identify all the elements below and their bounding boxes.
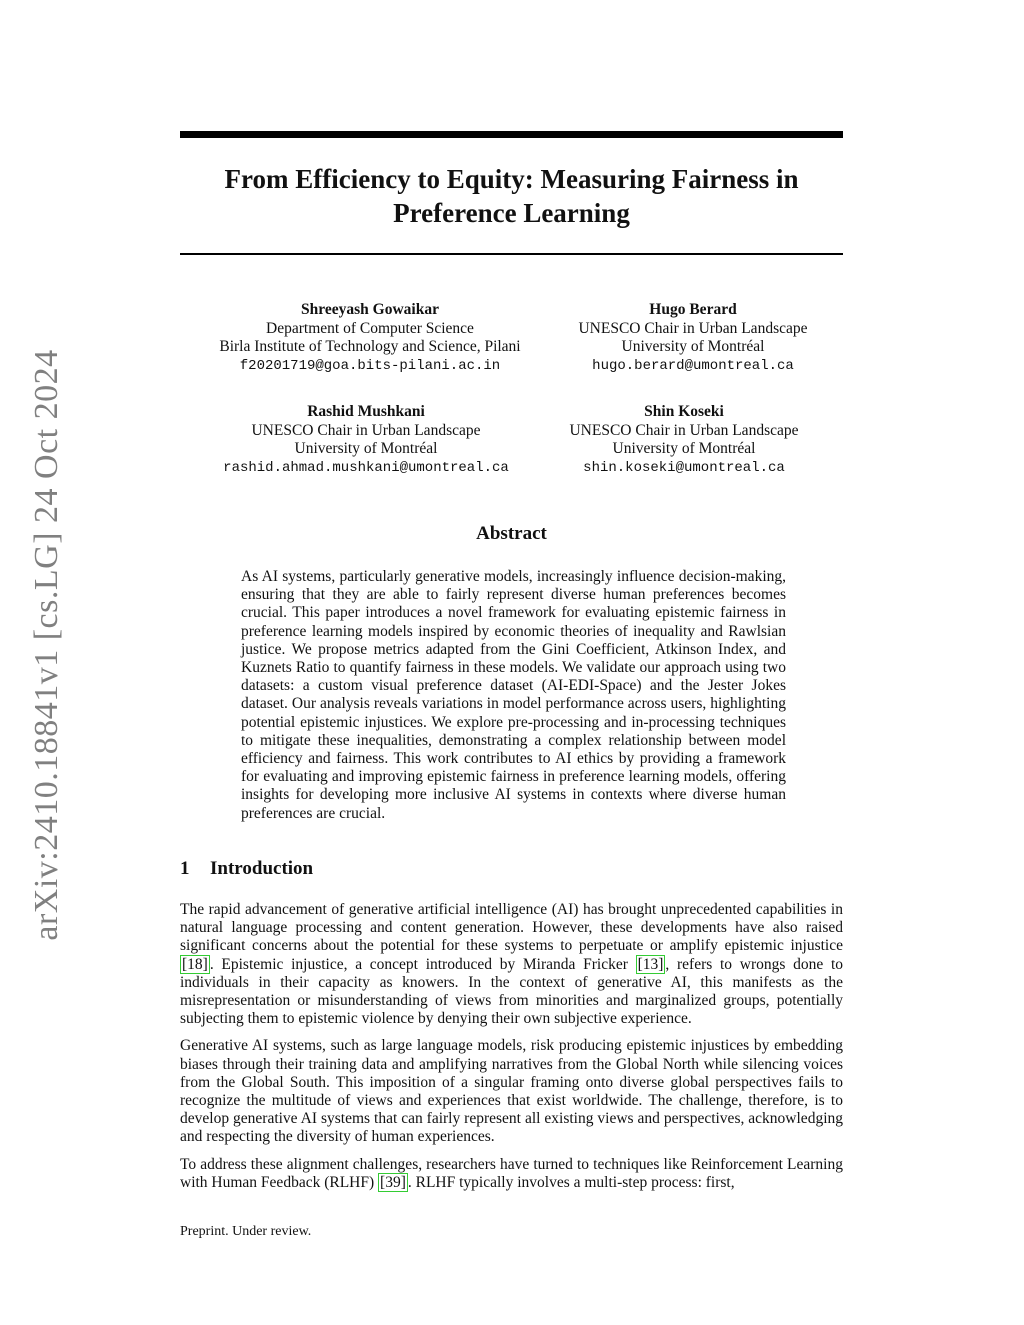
citation-link[interactable]: [13] (637, 955, 664, 973)
paragraph (180, 901, 843, 1028)
paper-title: From Efficiency to Equity: Measuring Fairness in Preference Learning (224, 164, 799, 228)
author-block (513, 301, 873, 375)
citation-link[interactable]: [39] (380, 1173, 406, 1191)
section-title: Introduction (210, 858, 314, 879)
title-rule-bottom (180, 253, 843, 255)
author-block (504, 403, 864, 477)
author-email[interactable]: f20201719@goa.bits-pilani.ac.in (239, 357, 501, 374)
body-text (180, 901, 843, 1201)
author-affiliation: Department of Computer Science (266, 319, 474, 337)
title-rule-top (180, 131, 843, 138)
author-email[interactable]: rashid.ahmad.mushkani@umontreal.ca (223, 459, 509, 476)
author-name: Shin Koseki (644, 403, 724, 420)
abstract-text: As AI systems, particularly generative models, increasingly influence decision-making, ensuring that they are able to fairly represent diverse human preferences becomes crucial. This paper introduces a novel framework for evaluating epistemic fairness in preference learning models inspired by economic theories of inequality and Rawlsian justice. We propose metrics adapted from the Gini Coefficient, Atkinson Index, and Kuznets Ratio to quantify fairness in these models. We validate our approach using two datasets: a custom visual preference dataset (AI-EDI-Space) and the Jester Jokes dataset. Our analysis reveals variations in model performance across users, highlighting potential epistemic injustices. We explore pre-processing and in-processing techniques to mitigate these inequalities, demonstrating a complex relationship between model efficiency and fairness. This work contributes to AI ethics by providing a framework for evaluating and improving epistemic fairness in preference learning models, offering insights for developing more inclusive AI systems in contexts where diverse human preferences are crucial. (241, 568, 786, 822)
text-run: To address these alignment challenges, researchers have turned to techniques like Reinforcement Learning with Human Feedback (RLHF) (180, 1155, 843, 1191)
paragraph: Generative AI systems, such as large language models, risk producing epistemic injustices by embedding biases through their training data and amplifying narratives from the Global North while silencing voices from the Global South. This imposition of a singular framing onto diverse global perspectives fails to recognize the multitude of views and experiences that exist worldwide. The challenge, therefore, is to develop generative AI systems that can fairly represent all existing views and perspectives, acknowledging and respecting the diversity of human experiences. (180, 1037, 843, 1146)
abstract-heading: Abstract (476, 523, 547, 544)
author-affiliation: UNESCO Chair in Urban Landscape (251, 421, 481, 439)
text-run: . Epistemic injustice, a concept introduced by Miranda Fricker (209, 955, 636, 973)
author-email[interactable]: hugo.berard@umontreal.ca (592, 357, 794, 374)
author-name: Shreeyash Gowaikar (301, 301, 439, 318)
section-heading (180, 858, 313, 880)
author-affiliation: University of Montréal (612, 440, 756, 457)
author-block (186, 403, 546, 477)
text-run: . RLHF typically involves a multi-step process: first, (407, 1173, 735, 1191)
text-run: , refers to wrongs done to individuals in their capacity as knowers. In the context of generative AI, this manifests as the misrepresentation or misunderstanding of views from minorities and marginalized groups, potentially subjecting them to epistemic violence by denying their own subjective experience. (180, 955, 843, 1028)
author-affiliation: UNESCO Chair in Urban Landscape (578, 319, 808, 337)
author-affiliation: University of Montréal (621, 338, 765, 355)
paragraph (180, 1156, 843, 1192)
arxiv-stamp: arXiv:2410.18841v1 [cs.LG] 24 Oct 2024 (28, 349, 65, 941)
section-number: 1 (180, 858, 190, 879)
author-name: Rashid Mushkani (307, 403, 425, 420)
author-affiliation: University of Montréal (294, 440, 438, 457)
author-affiliation: Birla Institute of Technology and Science, Pilani (219, 338, 521, 355)
author-name: Hugo Berard (649, 301, 737, 318)
text-run: The rapid advancement of generative artificial intelligence (AI) has brought unprecedented capabilities in natural language processing and content generation. However, these developments have also raised significant concerns about the potential for these systems to perpetuate or amplify epistemic injustice (180, 901, 843, 955)
author-block (190, 301, 550, 375)
author-email[interactable]: shin.koseki@umontreal.ca (583, 459, 785, 476)
footer-note: Preprint. Under review. (180, 1224, 312, 1239)
author-affiliation: UNESCO Chair in Urban Landscape (569, 421, 799, 439)
citation-link[interactable]: [18] (182, 955, 208, 973)
